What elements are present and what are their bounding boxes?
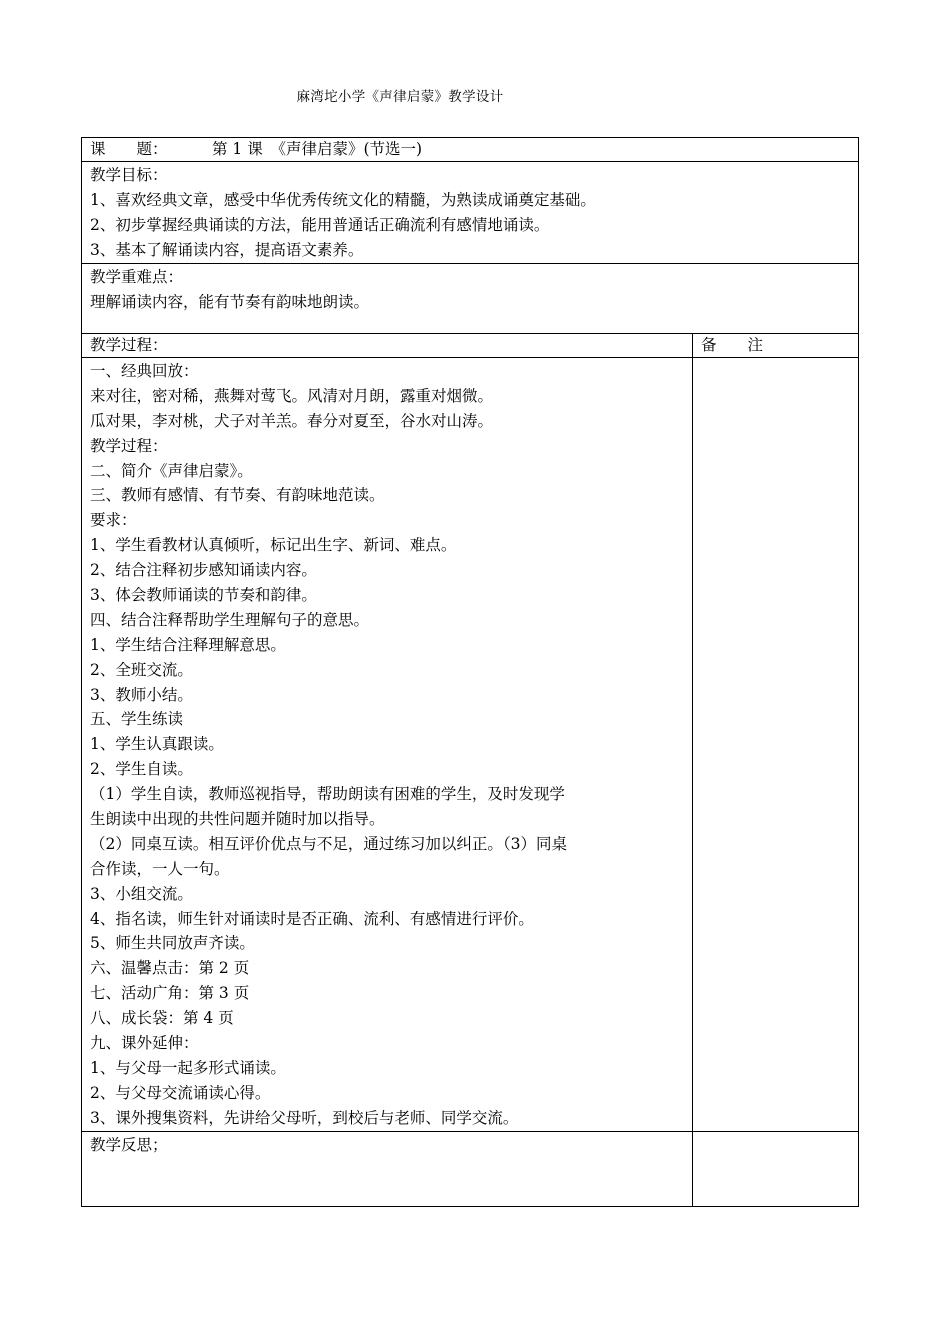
process-line: 5、师生共同放声齐读。 [90,934,255,953]
process-line: 1、学生看教材认真倾听，标记出生字、新词、难点。 [90,536,457,555]
process-line: 3、体会教师诵读的节奏和韵律。 [90,586,317,605]
process-line: 三、教师有感情、有节奏、有韵味地范读。 [90,486,385,505]
process-line: 2、与父母交流诵读心得。 [90,1083,271,1102]
process-line: 要求： [90,511,137,530]
process-content-row [82,358,858,1132]
objective-item: 1、喜欢经典文章，感受中华优秀传统文化的精髓，为熟读成诵奠定基础。 [90,190,596,209]
subject-label: 课 题： [90,140,168,158]
process-line: 1、与父母一起多形式诵读。 [90,1058,286,1077]
subject-value: 第 1 课 《声律启蒙》(节选一) [212,140,423,158]
remark-label: 备 注 [701,336,764,354]
reflection-label: 教学反思； [90,1136,168,1154]
key-points-row [82,264,858,334]
process-line: （2）同桌互读。相互评价优点与不足，通过练习加以纠正。（3）同桌 [90,834,567,853]
process-line: 瓜对果，李对桃，犬子对羊羔。春分对夏至，谷水对山涛。 [90,411,494,430]
process-line: 六、温馨点击：第 2 页 [90,959,250,978]
objectives-label: 教学目标： [90,166,168,184]
process-line: 3、教师小结。 [90,685,193,704]
process-line: 生朗读中出现的共性问题并随时加以指导。 [90,810,385,829]
process-line: 来对往，密对稀，燕舞对莺飞。风清对月朗，露重对烟微。 [90,386,494,405]
process-line: 五、学生练读 [90,710,184,729]
process-line: 八、成长袋：第 4 页 [90,1009,234,1028]
process-line: 4、指名读，师生针对诵读时是否正确、流利、有感情进行评价。 [90,909,534,928]
process-label: 教学过程： [82,334,693,357]
remark-content [693,358,858,1131]
reflection-remark [693,1132,858,1206]
process-line: 九、课外延伸： [90,1034,199,1053]
objective-item: 3、基本了解诵读内容，提高语文素养。 [90,240,364,259]
key-points-text: 理解诵读内容，能有节奏有韵味地朗读。 [90,292,370,311]
process-line: 合作读，一人一句。 [90,859,230,878]
process-line: 2、学生自读。 [90,760,193,779]
process-line: 1、学生结合注释理解意思。 [90,635,286,654]
process-line: 一、经典回放： [90,362,199,380]
subject-row [82,138,858,162]
process-line: 2、全班交流。 [90,660,193,679]
process-line: 四、结合注释帮助学生理解句子的意思。 [90,610,370,629]
process-line: 3、课外搜集资料，先讲给父母听，到校后与老师、同学交流。 [90,1108,519,1127]
process-line: （1）学生自读，教师巡视指导，帮助朗读有困难的学生，及时发现学 [90,785,565,804]
process-line: 1、学生认真跟读。 [90,735,224,754]
process-line: 2、结合注释初步感知诵读内容。 [90,561,317,580]
objective-item: 2、初步掌握经典诵读的方法，能用普通话正确流利有感情地诵读。 [90,215,550,234]
document-title: 麻湾坨小学《声律启蒙》教学设计 [296,89,504,105]
process-line: 七、活动广角：第 3 页 [90,984,250,1003]
process-line: 二、简介《声律启蒙》。 [90,461,253,480]
process-line: 教学过程： [90,436,168,455]
process-header-row [82,334,858,358]
process-content [82,358,693,1131]
reflection-row [82,1132,858,1206]
process-line: 3、小组交流。 [90,884,193,903]
key-points-label: 教学重难点： [90,268,184,286]
objectives-row [82,162,858,264]
lesson-plan-table [81,137,859,1207]
